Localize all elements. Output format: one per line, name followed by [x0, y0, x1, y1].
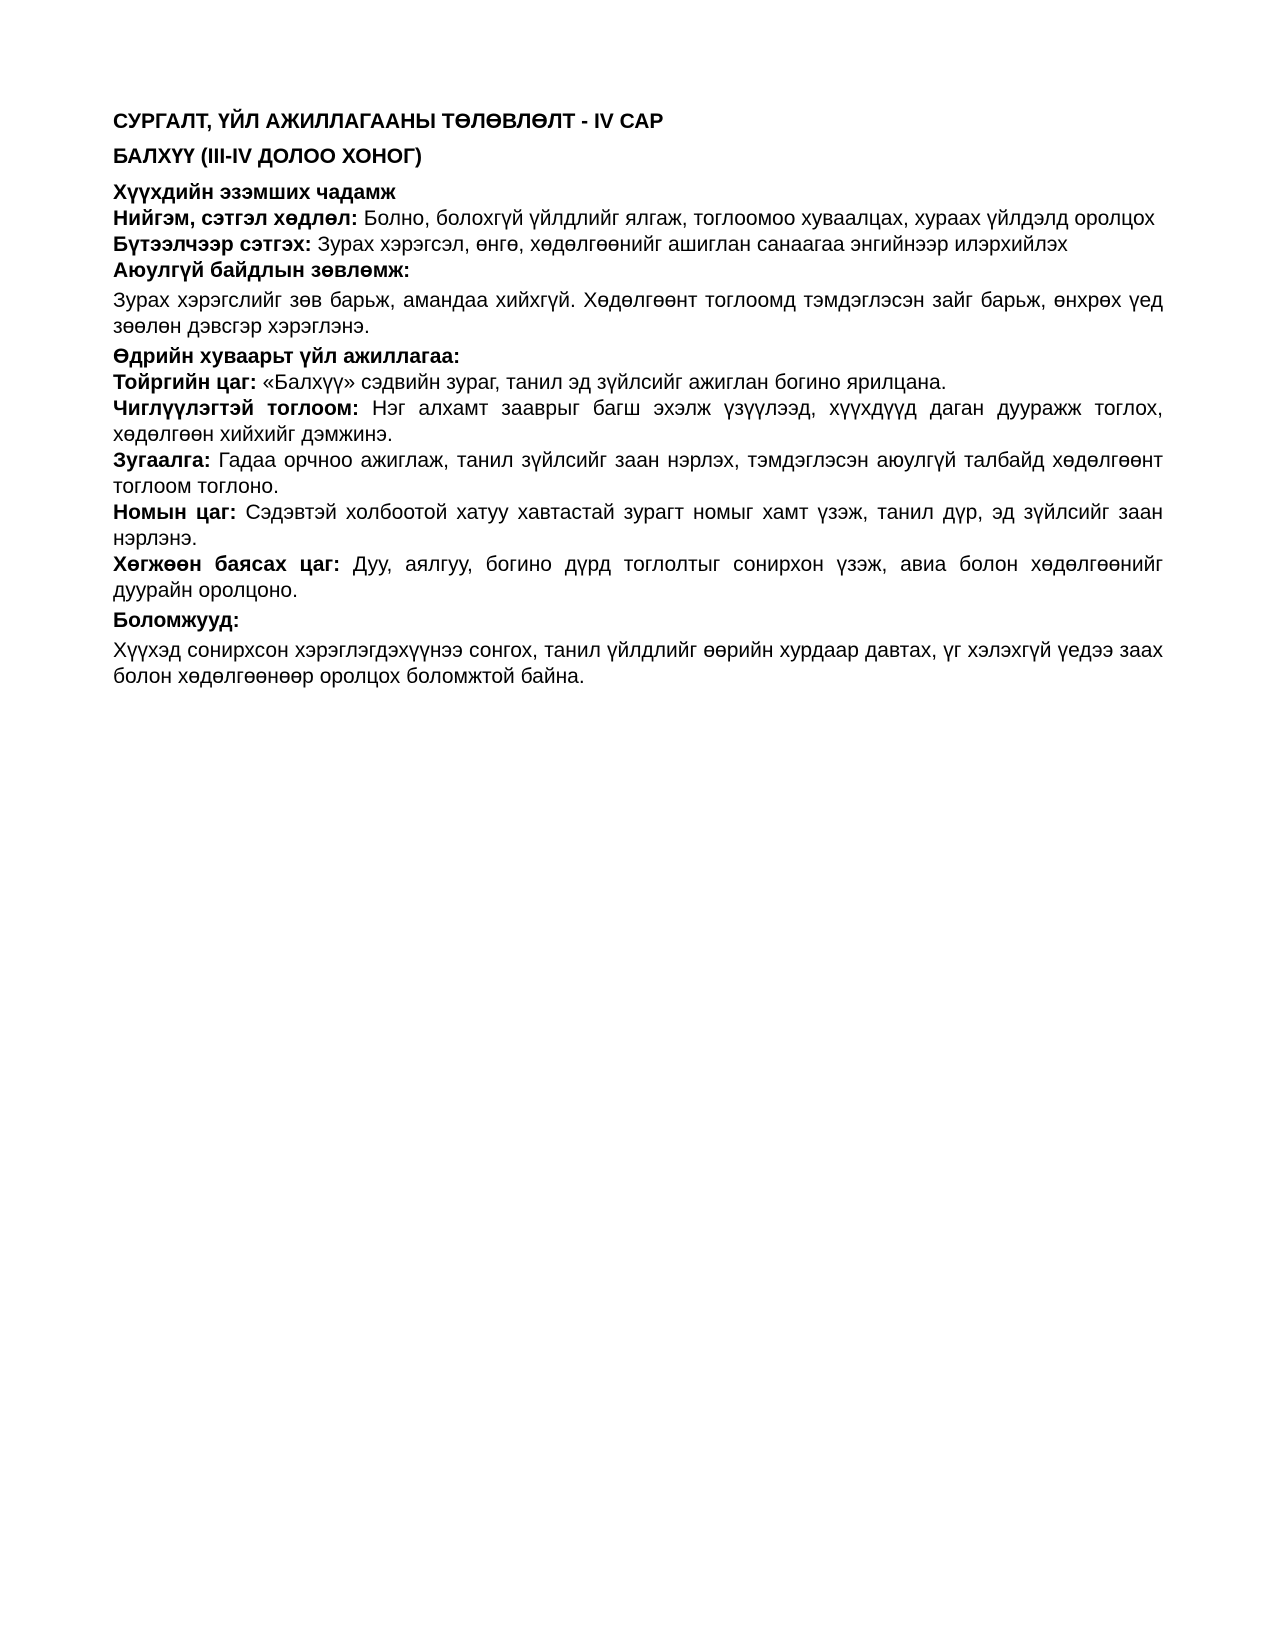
schedule-circle-label: Тойргийн цаг:	[113, 371, 257, 394]
schedule-walk	[113, 448, 1163, 500]
schedule-game-text: Нэг алхамт зааврыг багш эхэлж үзүүлээд, хүүхдүүд даган дууражж тоглох, хөдөлгөөн хийхийг дэмжинэ.	[113, 397, 1163, 446]
document-title-line1: СУРГАЛТ, ҮЙЛ АЖИЛЛАГААНЫ ТӨЛӨВЛӨЛТ - IV САР	[113, 110, 664, 133]
competency-social-text: Болно, болохгүй үйлдлийг ялгаж, тоглоомоо хуваалцах, хураах үйлдэлд оролцох	[357, 207, 1155, 230]
schedule-book	[113, 500, 1163, 552]
competency-creative-text: Зурах хэрэгсэл, өнгө, хөдөлгөөнийг ашиглан санаагаа энгийнээр илэрхийлэх	[311, 233, 1068, 256]
competency-creative-label: Бүтээлчээр сэтгэх:	[113, 233, 312, 256]
schedule-walk-label: Зугаалга:	[113, 449, 211, 472]
safety-text: Зурах хэрэгслийг зөв барьж, амандаа хийхгүй. Хөдөлгөөнт тоглоомд тэмдэглэсэн зайг барьж, өнхрөх үед зөөлөн дэвсгэр хэрэглэнэ.	[113, 289, 1163, 338]
schedule-circle-text: «Балхүү» сэдвийн зураг, танил эд зүйлсийг ажиглан богино ярилцана.	[256, 371, 947, 394]
schedule-walk-text: Гадаа орчноо ажиглаж, танил зүйлсийг заан нэрлэх, тэмдэглэсэн аюулгүй талбайд хөдөлгөөнт тоглоом тоглоно.	[113, 449, 1163, 498]
document-page	[113, 104, 1163, 690]
safety-heading: Аюулгүй байдлын зөвлөмж:	[113, 259, 411, 282]
opportunities-heading: Боломжууд:	[113, 609, 240, 632]
schedule-game-label: Чиглүүлэгтэй тоглоом:	[113, 397, 360, 420]
schedule-book-label: Номын цаг:	[113, 501, 237, 524]
competencies-heading: Хүүхдийн эзэмших чадамж	[113, 181, 396, 204]
schedule-circle	[113, 370, 1163, 396]
schedule-heading: Өдрийн хуваарьт үйл ажиллагаа:	[113, 345, 461, 368]
schedule-book-text: Сэдэвтэй холбоотой хатуу хавтастай зурагт номыг хамт үзэж, танил дүр, эд зүйлсийг заан нэрлэнэ.	[113, 501, 1163, 550]
opportunities-text: Хүүхэд сонирхсон хэрэглэгдэхүүнээ сонгох, танил үйлдлийг өөрийн хурдаар давтах, үг хэлэхгүй үедээ заах болон хөдөлгөөнөөр оролцох боломжтой байна.	[113, 639, 1163, 688]
schedule-development-label: Хөгжөөн баясах цаг:	[113, 553, 341, 576]
document-title-line2: БАЛХҮҮ (III-IV ДОЛОО ХОНОГ)	[113, 145, 423, 168]
competency-social-label: Нийгэм, сэтгэл хөдлөл:	[113, 207, 358, 230]
schedule-development-text: Дуу, аялгуу, богино дүрд тоглолтыг сонирхон үзэж, авиа болон хөдөлгөөнийг дуурайн оролцоно.	[113, 553, 1164, 602]
schedule-game	[113, 396, 1163, 448]
competency-creative	[113, 232, 1163, 258]
competency-social	[113, 206, 1163, 232]
schedule-development	[113, 552, 1163, 604]
